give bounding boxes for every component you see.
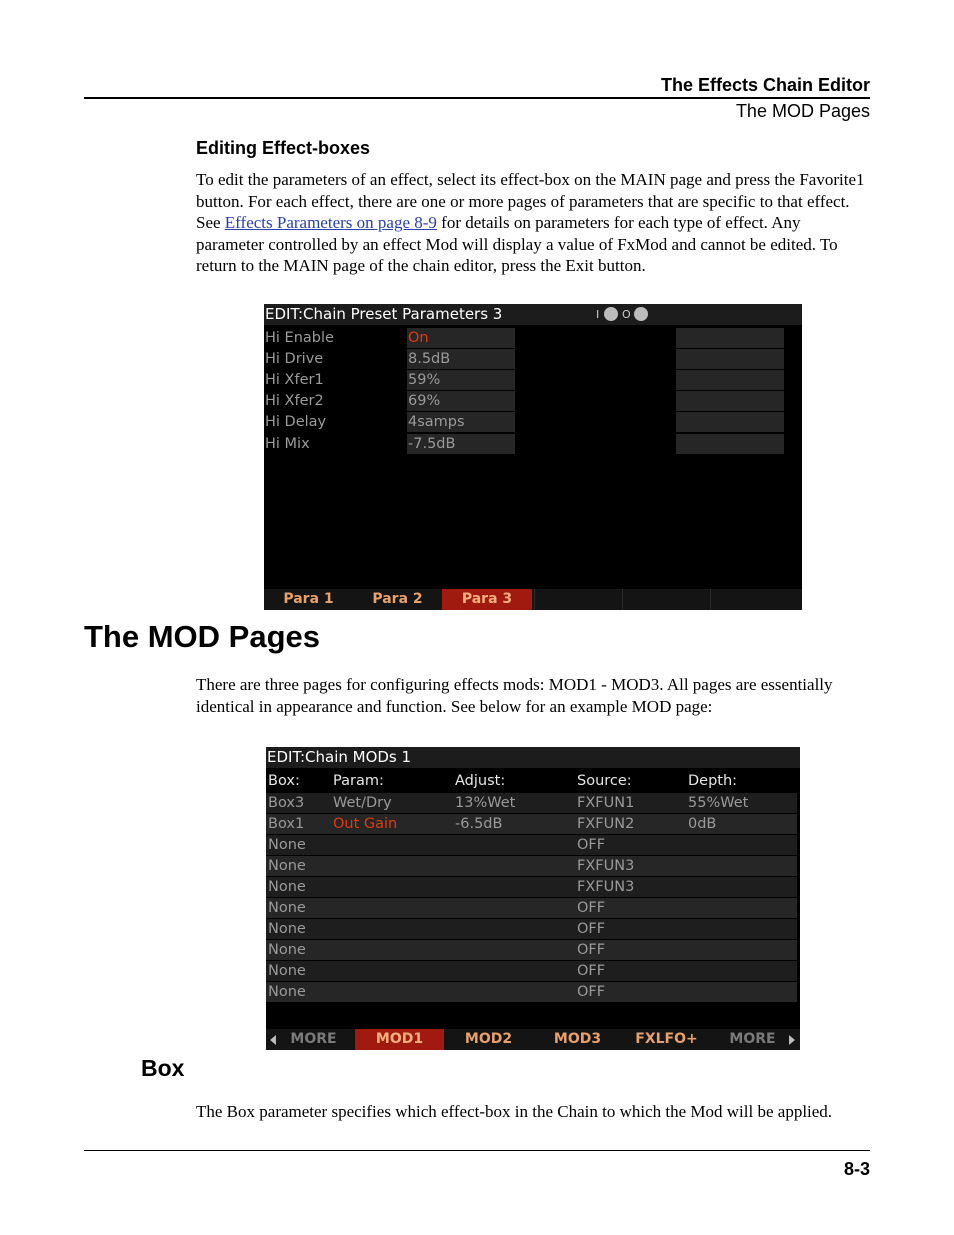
tab-fxlfo[interactable]: FXLFO+ bbox=[635, 1031, 698, 1047]
tab-empty[interactable] bbox=[622, 589, 711, 610]
empty-cell bbox=[676, 349, 784, 369]
para-text-1: To edit the parameters of an effect, select its effect-box on the MAIN page and press the Favorite1 button. For each effect, there are one or more pages of parameters that are specific to that effect. See bbox=[196, 170, 865, 233]
cell-box[interactable]: None bbox=[268, 879, 306, 895]
empty-cell bbox=[676, 328, 784, 348]
cell-box[interactable]: None bbox=[268, 921, 306, 937]
cell-source[interactable]: OFF bbox=[577, 921, 606, 937]
cell-source[interactable]: OFF bbox=[577, 837, 606, 853]
table-row[interactable] bbox=[266, 940, 797, 960]
cell-box[interactable]: Box3 bbox=[268, 795, 305, 811]
midi-connector-icon bbox=[604, 307, 618, 321]
empty-cell bbox=[676, 391, 784, 411]
param-name: Hi Delay bbox=[265, 414, 327, 430]
cell-box[interactable]: Box1 bbox=[268, 816, 305, 832]
effects-parameters-link[interactable]: Effects Parameters on page 8-9 bbox=[224, 213, 437, 233]
empty-cell bbox=[676, 370, 784, 390]
table-row[interactable] bbox=[266, 793, 797, 813]
cell-source[interactable]: OFF bbox=[577, 900, 606, 916]
param-value[interactable]: 69% bbox=[407, 391, 515, 411]
table-row[interactable] bbox=[266, 919, 797, 939]
param-value[interactable]: On bbox=[407, 328, 515, 348]
editing-effect-boxes-paragraph bbox=[196, 169, 872, 277]
cell-source[interactable]: OFF bbox=[577, 963, 606, 979]
param-name: Hi Xfer2 bbox=[265, 393, 324, 409]
table-row[interactable] bbox=[266, 898, 797, 918]
param-value[interactable]: 59% bbox=[407, 370, 515, 390]
param-value[interactable]: 4samps bbox=[407, 412, 515, 432]
cell-box[interactable]: None bbox=[268, 837, 306, 853]
tab-more-right[interactable]: MORE bbox=[729, 1031, 776, 1047]
param-name: Hi Enable bbox=[265, 330, 334, 346]
running-header-section: The MOD Pages bbox=[735, 101, 870, 121]
param-value[interactable]: 8.5dB bbox=[407, 349, 515, 369]
tab-empty[interactable] bbox=[710, 589, 802, 610]
table-row[interactable] bbox=[266, 961, 797, 981]
screen1-soft-button-bar bbox=[264, 589, 802, 610]
table-row[interactable] bbox=[266, 835, 797, 855]
box-paragraph: The Box parameter specifies which effect-box in the Chain to which the Mod will be applied. bbox=[196, 1102, 833, 1121]
cell-box[interactable]: None bbox=[268, 963, 306, 979]
empty-cell bbox=[676, 434, 784, 454]
screen1-title-bar bbox=[264, 304, 802, 325]
param-name: Hi Drive bbox=[265, 351, 324, 367]
cell-depth[interactable]: 55%Wet bbox=[688, 795, 749, 811]
tab-para-2[interactable]: Para 2 bbox=[372, 591, 423, 607]
mod-pages-paragraph: There are three pages for configuring effects mods: MOD1 - MOD3. All pages are essentially identical in appearance and function. See below for an example MOD page: bbox=[196, 675, 833, 716]
tab-mod1[interactable]: MOD1 bbox=[355, 1029, 444, 1050]
cell-source[interactable]: FXFUN3 bbox=[577, 858, 635, 874]
scroll-right-arrow-icon bbox=[789, 1035, 795, 1045]
column-header-param: Param: bbox=[333, 773, 384, 789]
cell-param[interactable]: Wet/Dry bbox=[333, 795, 392, 811]
column-header-depth: Depth: bbox=[688, 773, 738, 789]
tab-mod3[interactable]: MOD3 bbox=[553, 1031, 602, 1047]
cell-depth[interactable]: 0dB bbox=[688, 816, 717, 832]
tab-para-1[interactable]: Para 1 bbox=[283, 591, 334, 607]
column-header-adjust: Adjust: bbox=[455, 773, 506, 789]
para-text-2: for details on parameters for each type of effect. Any parameter controlled by an effect Mod will display a value of FxMod and cannot be edited. To return to the MAIN page of the chain editor, press the Exit button. bbox=[196, 213, 838, 276]
cell-source[interactable]: OFF bbox=[577, 942, 606, 958]
tab-empty[interactable] bbox=[534, 589, 623, 610]
page-number: 8-3 bbox=[843, 1159, 870, 1179]
screen1-title: EDIT:Chain Preset Parameters 3 bbox=[265, 305, 503, 323]
cell-source[interactable]: FXFUN2 bbox=[577, 816, 635, 832]
empty-cell bbox=[676, 412, 784, 432]
cell-source[interactable]: FXFUN1 bbox=[577, 795, 635, 811]
mod-pages-heading: The MOD Pages bbox=[84, 619, 320, 654]
cell-box[interactable]: None bbox=[268, 858, 306, 874]
param-value[interactable]: -7.5dB bbox=[407, 434, 515, 454]
table-row[interactable] bbox=[266, 856, 797, 876]
tab-mod2[interactable]: MOD2 bbox=[464, 1031, 513, 1047]
table-row[interactable] bbox=[266, 814, 797, 834]
chain-preset-parameters-screen bbox=[264, 304, 802, 610]
table-row[interactable] bbox=[266, 982, 797, 1002]
cell-source[interactable]: OFF bbox=[577, 984, 606, 1000]
cell-param[interactable]: Out Gain bbox=[333, 816, 398, 832]
header-rule bbox=[84, 97, 870, 99]
param-name: Hi Mix bbox=[265, 436, 310, 452]
screen2-soft-button-bar bbox=[266, 1029, 800, 1050]
cell-adjust[interactable]: 13%Wet bbox=[455, 795, 516, 811]
status-i-label: I bbox=[596, 308, 600, 321]
footer-rule bbox=[84, 1150, 870, 1151]
cell-box[interactable]: None bbox=[268, 984, 306, 1000]
cell-box[interactable]: None bbox=[268, 900, 306, 916]
editing-effect-boxes-heading: Editing Effect-boxes bbox=[196, 138, 371, 158]
tab-para-3[interactable]: Para 3 bbox=[442, 589, 532, 610]
cell-adjust[interactable]: -6.5dB bbox=[455, 816, 503, 832]
cell-box[interactable]: None bbox=[268, 942, 306, 958]
status-o-label: O bbox=[622, 308, 631, 321]
screen2-title-bar: EDIT:Chain MODs 1 bbox=[266, 747, 800, 768]
column-header-source: Source: bbox=[577, 773, 632, 789]
midi-connector-icon bbox=[634, 307, 648, 321]
column-header-box: Box: bbox=[268, 773, 300, 789]
cell-source[interactable]: FXFUN3 bbox=[577, 879, 635, 895]
tab-more-left[interactable]: MORE bbox=[290, 1031, 337, 1047]
box-heading: Box bbox=[141, 1055, 185, 1081]
running-header-chapter: The Effects Chain Editor bbox=[660, 75, 870, 95]
chain-mods-screen bbox=[266, 747, 800, 1050]
param-name: Hi Xfer1 bbox=[265, 372, 324, 388]
table-row[interactable] bbox=[266, 877, 797, 897]
